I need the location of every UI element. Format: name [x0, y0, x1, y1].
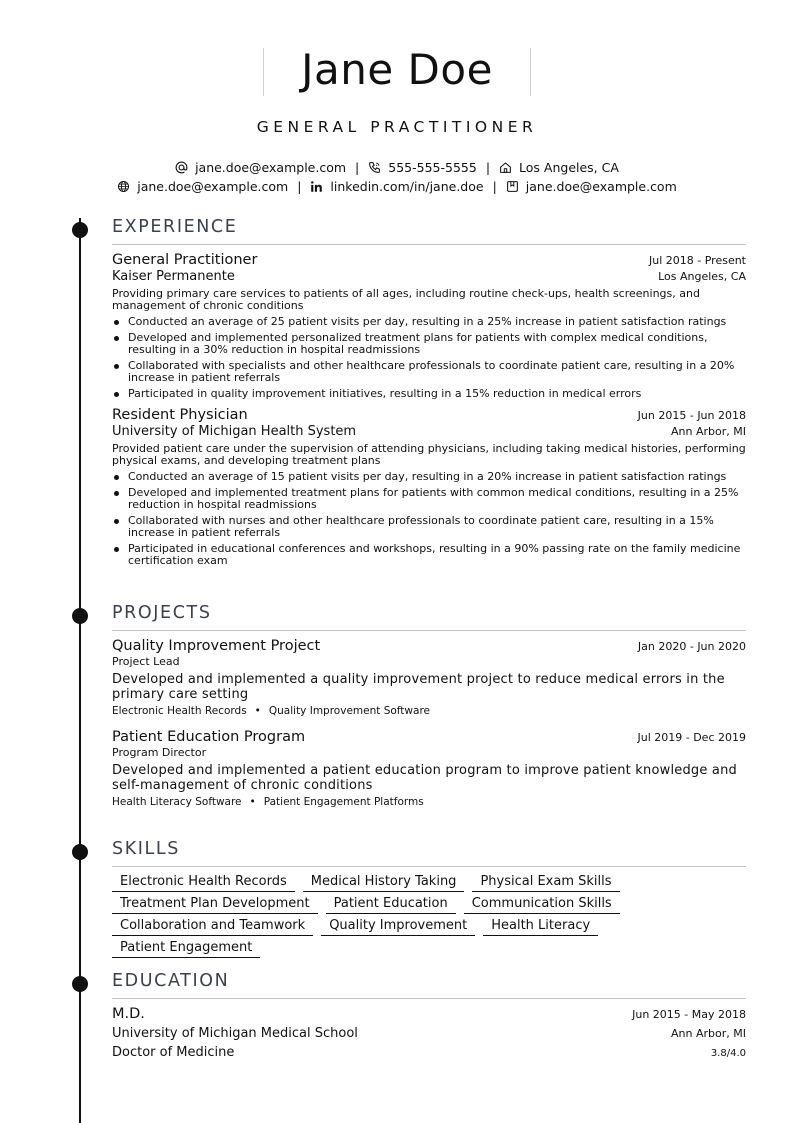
project-date: Jul 2019 - Dec 2019 — [637, 731, 746, 744]
skill-chip: Quality Improvement — [321, 917, 475, 936]
contact-website-text: jane.doe@example.com — [137, 179, 289, 194]
project-description: Developed and implemented a quality improvement project to reduce medical errors in the primary care setting — [112, 672, 725, 702]
separator: | — [355, 160, 360, 175]
skill-chip: Health Literacy — [483, 917, 598, 936]
timeline-dot-education — [72, 976, 88, 992]
contact-linkedin[interactable] — [310, 179, 483, 194]
education-degree: M.D. — [112, 1006, 145, 1022]
entry-description: Provided patient care under the supervision of attending physicians, including taking medical histories, performing physical exams, and developing treatment plans — [112, 442, 746, 467]
experience-section — [112, 217, 746, 571]
bullet-item: Conducted an average of 25 patient visits per day, resulting in a 25% increase in patient satisfaction ratings — [112, 316, 746, 328]
project-tag: Electronic Health Records — [112, 705, 247, 717]
project-tag: Health Literacy Software — [112, 796, 242, 808]
entry-date: Jul 2018 - Present — [649, 254, 746, 267]
contact-row-1 — [0, 160, 794, 175]
globe-icon — [117, 180, 130, 193]
experience-entry — [112, 251, 746, 400]
skill-chip: Patient Engagement — [112, 939, 260, 958]
portfolio-icon — [506, 180, 519, 193]
entry-bullets — [112, 316, 746, 400]
entry-description: Providing primary care services to patients of all ages, including routine check-ups, health screenings, and management of chronic conditions — [112, 287, 700, 312]
entry-location: Ann Arbor, MI — [671, 425, 746, 438]
project-tags — [112, 796, 746, 808]
section-title: EDUCATION — [112, 971, 230, 991]
education-entry — [112, 1005, 746, 1061]
project-tag: Quality Improvement Software — [268, 705, 430, 717]
section-divider — [112, 244, 746, 245]
skill-chip: Collaboration and Teamwork — [112, 917, 313, 936]
bullet-item: Collaborated with specialists and other healthcare professionals to coordinate patient care, resulting in a 20% increase in patient referrals — [112, 360, 746, 384]
skill-chip: Medical History Taking — [303, 873, 465, 892]
project-entry — [112, 637, 746, 717]
project-entry — [112, 728, 746, 808]
contact-phone[interactable] — [368, 160, 477, 175]
at-icon — [175, 161, 188, 174]
entry-organization: University of Michigan Health System — [112, 424, 357, 439]
bullet-item: Developed and implemented treatment plans for patients with common medical conditions, resulting in a 25% reduction in hospital readmissions — [112, 487, 746, 511]
contact-linkedin-text: linkedin.com/in/jane.doe — [330, 179, 484, 194]
project-name: Patient Education Program — [112, 729, 306, 745]
skill-chip: Patient Education — [326, 895, 456, 914]
entry-location: Los Angeles, CA — [658, 270, 746, 283]
education-field: Doctor of Medicine — [112, 1045, 235, 1060]
contact-location-text: Los Angeles, CA — [519, 160, 619, 175]
phone-icon — [368, 161, 381, 174]
tag-separator: • — [254, 705, 261, 717]
experience-entry — [112, 406, 746, 567]
contact-location — [499, 160, 619, 175]
contact-phone-text: 555-555-5555 — [388, 160, 477, 175]
project-tags — [112, 705, 746, 717]
bullet-item: Conducted an average of 15 patient visits per day, resulting in a 20% increase in patient satisfaction ratings — [112, 471, 746, 483]
bullet-item: Participated in educational conferences and workshops, resulting in a 90% passing rate on the family medicine certification exam — [112, 543, 746, 567]
skill-chip: Electronic Health Records — [112, 873, 295, 892]
section-divider — [112, 998, 746, 999]
separator: | — [297, 179, 302, 194]
section-title: PROJECTS — [112, 603, 212, 623]
education-date: Jun 2015 - May 2018 — [632, 1008, 746, 1021]
linkedin-icon — [310, 180, 323, 193]
project-role: Project Lead — [112, 655, 180, 668]
education-school: University of Michigan Medical School — [112, 1026, 358, 1041]
entry-bullets — [112, 471, 746, 567]
skill-chip: Treatment Plan Development — [112, 895, 318, 914]
skill-chip: Physical Exam Skills — [472, 873, 619, 892]
timeline-dot-skills — [72, 844, 88, 860]
project-role: Program Director — [112, 746, 207, 759]
project-name: Quality Improvement Project — [112, 638, 321, 654]
tag-separator: • — [249, 796, 256, 808]
section-divider — [112, 866, 746, 867]
project-description: Developed and implemented a patient education program to improve patient knowledge and self-management of chronic conditions — [112, 763, 737, 793]
home-icon — [499, 161, 512, 174]
section-title: EXPERIENCE — [112, 217, 238, 237]
skills-section — [112, 839, 746, 961]
contact-website[interactable] — [117, 179, 288, 194]
contact-email-text: jane.doe@example.com — [195, 160, 347, 175]
separator: | — [492, 179, 497, 194]
name-frame — [263, 45, 531, 96]
section-divider — [112, 630, 746, 631]
education-gpa: 3.8/4.0 — [710, 1048, 746, 1059]
projects-section — [112, 603, 746, 808]
separator: | — [485, 160, 491, 175]
project-date: Jan 2020 - Jun 2020 — [637, 640, 746, 653]
contact-email[interactable] — [175, 160, 346, 175]
timeline-dot-projects — [72, 608, 88, 624]
skills-list — [112, 873, 746, 958]
contact-portfolio[interactable] — [506, 179, 677, 194]
entry-role: Resident Physician — [112, 407, 248, 423]
contact-portfolio-text: jane.doe@example.com — [525, 179, 677, 194]
entry-date: Jun 2015 - Jun 2018 — [637, 409, 746, 422]
bullet-item: Developed and implemented personalized treatment plans for patients with complex medical conditions, resulting in a 30% reduction in hospital readmissions — [112, 332, 746, 356]
entry-organization: Kaiser Permanente — [112, 269, 235, 284]
project-tag: Patient Engagement Platforms — [263, 796, 424, 808]
section-title: SKILLS — [112, 839, 180, 859]
bullet-item: Collaborated with nurses and other healthcare professionals to coordinate patient care, resulting in a 15% increase in patient referrals — [112, 515, 746, 539]
entry-role: General Practitioner — [112, 252, 258, 268]
bullet-item: Participated in quality improvement initiatives, resulting in a 15% reduction in medical errors — [112, 388, 746, 400]
candidate-name: Jane Doe — [301, 45, 493, 94]
education-section — [112, 971, 746, 1061]
timeline-dot-experience — [72, 222, 88, 238]
education-location: Ann Arbor, MI — [671, 1027, 746, 1040]
skill-chip: Communication Skills — [464, 895, 620, 914]
contact-row-2 — [0, 179, 794, 194]
job-title: GENERAL PRACTITIONER — [256, 118, 538, 136]
